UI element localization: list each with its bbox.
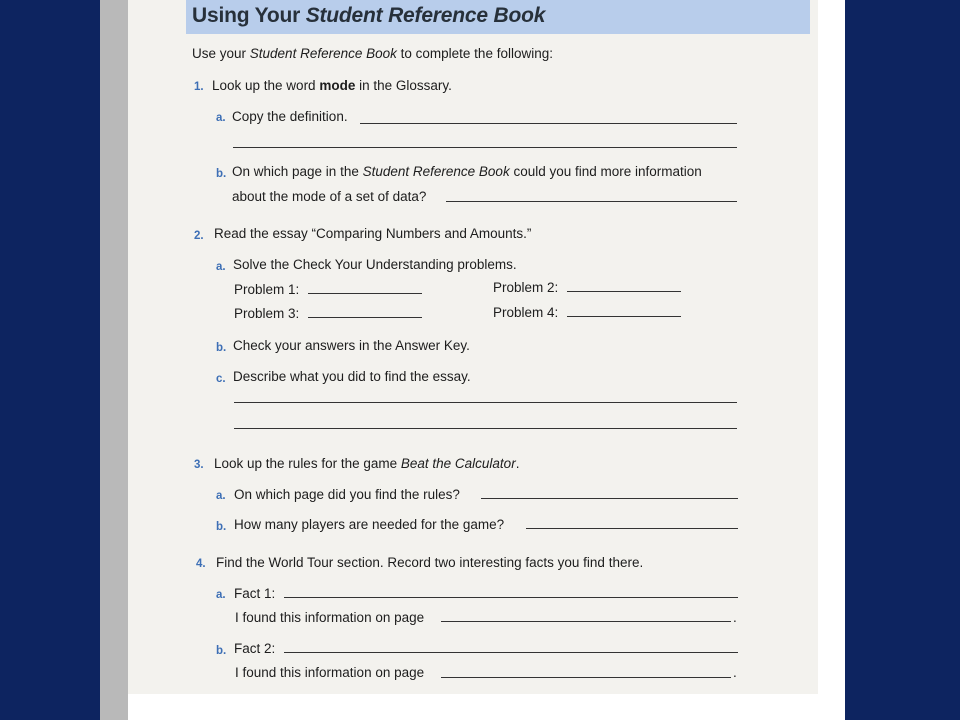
- fact-1-answer-line[interactable]: [284, 597, 738, 598]
- q1-number: 1.: [194, 81, 204, 93]
- problem-4-answer-line[interactable]: [567, 316, 681, 317]
- q3b-answer-line[interactable]: [526, 528, 738, 529]
- q2a-letter: a.: [216, 261, 226, 273]
- q1-text: Look up the word mode in the Glossary.: [212, 78, 452, 93]
- q3a-text: On which page did you find the rules?: [234, 487, 460, 502]
- fact-1-page-label: I found this information on page: [235, 610, 425, 625]
- q2b-letter: b.: [216, 342, 227, 354]
- fact-2-page-answer-line[interactable]: [441, 677, 731, 678]
- q1a-letter: a.: [216, 112, 226, 124]
- q1a-answer-line-1[interactable]: [360, 123, 737, 124]
- fact-2-label: Fact 2:: [234, 641, 276, 656]
- q1b-letter: b.: [216, 168, 227, 180]
- worksheet-page: [128, 0, 818, 694]
- problem-3-label: Problem 3:: [234, 306, 300, 321]
- q2-text: Read the essay “Comparing Numbers and Amounts.”: [214, 226, 532, 241]
- bleed-through-texture: [128, 0, 818, 694]
- problem-2-answer-line[interactable]: [567, 291, 681, 292]
- q4b-letter: b.: [216, 645, 227, 657]
- q3-number: 3.: [194, 459, 204, 471]
- problem-4-label: Problem 4:: [493, 305, 559, 320]
- q2a-text: Solve the Check Your Understanding problems.: [233, 257, 517, 272]
- q2c-answer-line-1[interactable]: [234, 402, 737, 403]
- q2c-answer-line-2[interactable]: [234, 428, 737, 429]
- fact-2-page-label: I found this information on page: [235, 665, 425, 680]
- problem-1-answer-line[interactable]: [308, 293, 422, 294]
- q1b-text-line2: about the mode of a set of data?: [232, 189, 427, 204]
- problem-3-answer-line[interactable]: [308, 317, 422, 318]
- problem-2-label: Problem 2:: [493, 280, 559, 295]
- fact-2-period: .: [733, 665, 737, 680]
- page-title: Using Your Student Reference Book: [192, 4, 546, 27]
- q2-number: 2.: [194, 230, 204, 242]
- title-bar: [186, 0, 810, 34]
- q2c-text: Describe what you did to find the essay.: [233, 369, 471, 384]
- q3b-letter: b.: [216, 521, 227, 533]
- q1b-answer-line[interactable]: [446, 201, 737, 202]
- q1a-answer-line-2[interactable]: [233, 147, 737, 148]
- q4-number: 4.: [196, 558, 206, 570]
- fact-1-page-answer-line[interactable]: [441, 621, 731, 622]
- q3b-text: How many players are needed for the game?: [234, 517, 505, 532]
- q1a-text: Copy the definition.: [232, 109, 348, 124]
- fact-2-answer-line[interactable]: [284, 652, 738, 653]
- intro-text: Use your Student Reference Book to complete the following:: [192, 46, 553, 61]
- q3a-letter: a.: [216, 490, 226, 502]
- problem-1-label: Problem 1:: [234, 282, 300, 297]
- q2c-letter: c.: [216, 373, 226, 385]
- fact-1-period: .: [733, 610, 737, 625]
- fact-1-label: Fact 1:: [234, 586, 276, 601]
- scan-shadow: [100, 0, 128, 720]
- q2b-text: Check your answers in the Answer Key.: [233, 338, 470, 353]
- q4a-letter: a.: [216, 589, 226, 601]
- q1b-text: On which page in the Student Reference Book could you find more information: [232, 164, 702, 179]
- q4-text: Find the World Tour section. Record two interesting facts you find there.: [216, 555, 644, 570]
- q3a-answer-line[interactable]: [481, 498, 738, 499]
- q3-text: Look up the rules for the game Beat the Calculator.: [214, 456, 520, 471]
